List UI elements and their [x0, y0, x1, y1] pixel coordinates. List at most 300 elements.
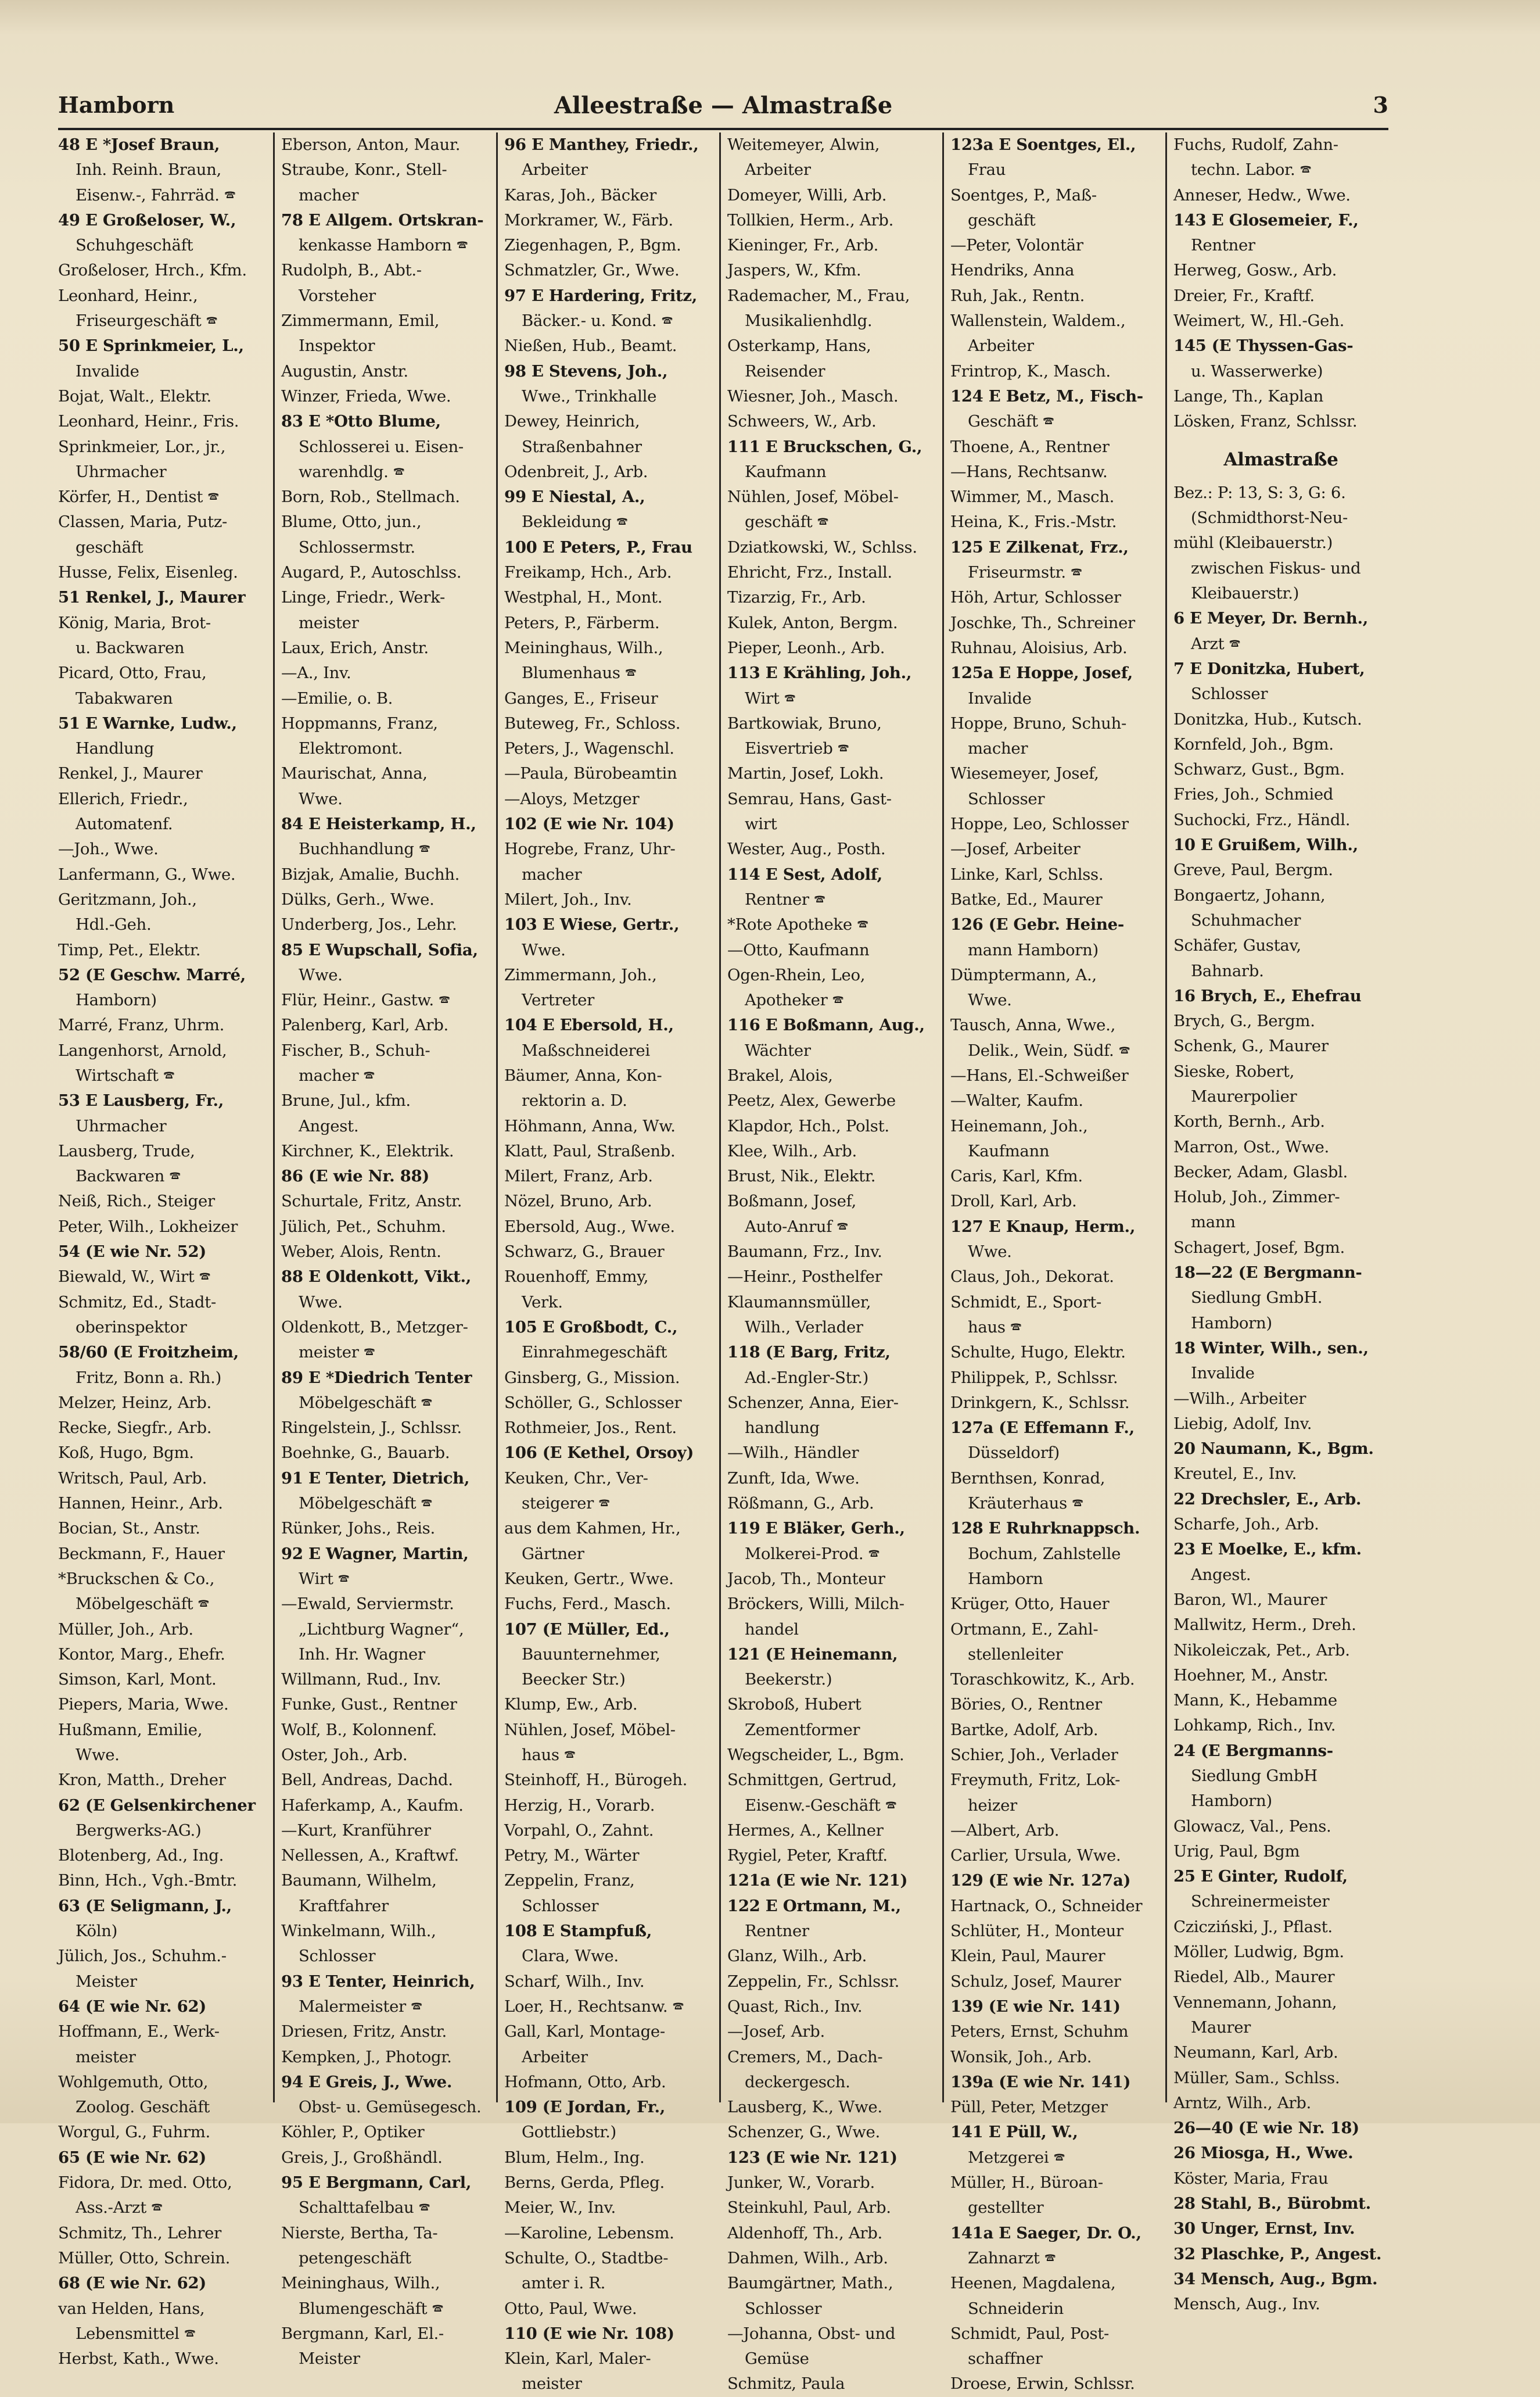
entry-continuation: mann Hamborn)	[968, 940, 1099, 959]
entry-line: Rothmeier, Jos., Rent.	[504, 1418, 677, 1438]
entry-continuation: u. Backwaren	[76, 638, 185, 657]
entry-line: Quast, Rich., Inv.	[727, 1997, 863, 2016]
column-rule	[719, 132, 721, 2102]
entry-line: —Peter, Volontär	[950, 236, 1083, 255]
entry-line: Keuken, Gertr., Wwe.	[504, 1569, 674, 1588]
entry-line: —A., Inv.	[281, 664, 351, 683]
entry-line: Palenberg, Karl, Arb.	[281, 1016, 448, 1035]
entry-continuation: geschäft	[968, 210, 1036, 230]
entry-continuation: Bekleidung 🕿	[522, 513, 628, 532]
entry-line: —Albert, Arb.	[950, 1821, 1060, 1840]
entry-continuation: Wilh., Verlader	[745, 1317, 863, 1337]
entry-line: Arntz, Wilh., Arb.	[1173, 2093, 1311, 2112]
entry-continuation: Delik., Wein, Südf. 🕿	[968, 1041, 1130, 1060]
entry-continuation: Kleibauerstr.)	[1191, 584, 1300, 603]
entry-line: *Bruckschen & Co.,	[58, 1569, 215, 1588]
entry-continuation: Invalide	[1191, 1364, 1255, 1383]
entry-line: Kron, Matth., Dreher	[58, 1771, 226, 1790]
entry-line: Schenzer, G., Wwe.	[727, 2123, 880, 2142]
entry-line: Dahmen, Wilh., Arb.	[727, 2248, 888, 2267]
entry-line: Nözel, Bruno, Arb.	[504, 1192, 652, 1211]
entry-line: Langenhorst, Arnold,	[58, 1041, 227, 1060]
house-entry: 63 (E Seligmann, J.,	[58, 1896, 232, 1915]
house-entry: 25 E Ginter, Rudolf,	[1173, 1867, 1348, 1886]
entry-continuation: macher	[522, 865, 582, 884]
entry-continuation: Wwe.	[299, 789, 343, 808]
entry-line: Herzig, H., Vorarb.	[504, 1796, 655, 1815]
entry-continuation: Uhrmacher	[76, 1116, 167, 1135]
entry-line: Augard, P., Autoschlss.	[281, 563, 462, 582]
entry-line: Hußmann, Emilie,	[58, 1720, 203, 1739]
entry-line: Nierste, Bertha, Ta-	[281, 2223, 438, 2242]
entry-continuation: Zahnarzt 🕿	[968, 2248, 1056, 2267]
entry-line: Classen, Maria, Putz-	[58, 513, 228, 532]
entry-line: Klee, Wilh., Arb.	[727, 1141, 857, 1160]
entry-line: Berns, Gerda, Pfleg.	[504, 2173, 665, 2192]
entry-continuation: Musikalienhdlg.	[745, 311, 873, 331]
entry-line: Tizarzig, Fr., Arb.	[727, 588, 866, 607]
entry-line: Hoppmanns, Franz,	[281, 714, 438, 733]
entry-line: Schmidt, Paul, Post-	[950, 2324, 1110, 2343]
entry-line: Vorpahl, O., Zahnt.	[504, 1821, 654, 1840]
entry-continuation: Wwe.	[299, 1292, 343, 1312]
entry-line: Lausberg, Trude,	[58, 1141, 195, 1160]
house-entry: 127 E Knaup, Herm.,	[950, 1217, 1136, 1236]
entry-line: Wester, Aug., Posth.	[727, 840, 886, 859]
page-header	[58, 87, 1388, 130]
entry-line: Becker, Adam, Glasbl.	[1173, 1162, 1348, 1181]
house-entry: 34 Mensch, Aug., Bgm.	[1173, 2269, 1378, 2288]
entry-line: Greis, J., Großhändl.	[281, 2148, 443, 2167]
entry-line: Oster, Joh., Arb.	[281, 1746, 408, 1764]
entry-line: Fidora, Dr. med. Otto,	[58, 2173, 232, 2192]
entry-line: Driesen, Fritz, Anstr.	[281, 2022, 447, 2041]
entry-continuation: Automatenf.	[76, 815, 173, 834]
house-entry: 116 E Boßmann, Aug.,	[727, 1016, 925, 1035]
entry-line: Haferkamp, A., Kaufm.	[281, 1796, 464, 1815]
entry-line: Riedel, Alb., Maurer	[1173, 1968, 1335, 1987]
entry-line: Peetz, Alex, Gewerbe	[727, 1091, 896, 1110]
house-entry: 84 E Heisterkamp, H.,	[281, 815, 476, 834]
entry-line: —Aloys, Metzger	[504, 789, 640, 808]
house-entry: 141 E Püll, W.,	[950, 2123, 1078, 2142]
entry-line: Urig, Paul, Bgm	[1173, 1841, 1300, 1861]
entry-line: Mann, K., Hebamme	[1173, 1691, 1337, 1710]
entry-line: Schlüter, H., Monteur	[950, 1922, 1123, 1941]
entry-continuation: Invalide	[968, 689, 1032, 708]
entry-continuation: Zementformer	[745, 1720, 860, 1739]
house-entry: 126 (E Gebr. Heine-	[950, 915, 1124, 934]
entry-line: Kieninger, Fr., Arb.	[727, 236, 879, 255]
entry-continuation: Eisvertrieb 🕿	[745, 739, 849, 758]
entry-line: Jacob, Th., Monteur	[727, 1569, 885, 1588]
entry-line: Müller, Sam., Schlss.	[1173, 2068, 1340, 2087]
entry-continuation: Bahnarb.	[1191, 961, 1264, 980]
entry-line: Weimert, W., Hl.-Geh.	[1173, 311, 1345, 331]
house-entry: 6 E Meyer, Dr. Bernh.,	[1173, 609, 1369, 628]
entry-continuation: Metzgerei 🕿	[968, 2148, 1065, 2167]
entry-line: Steinhoff, H., Bürogeh.	[504, 1771, 688, 1790]
column-3	[504, 132, 711, 2394]
entry-line: Ruhnau, Aloisius, Arb.	[950, 638, 1128, 657]
entry-line: Ziegenhagen, P., Bgm.	[504, 236, 681, 255]
entry-continuation: Wirtschaft 🕿	[76, 1066, 175, 1085]
entry-continuation: meister 🕿	[299, 1343, 375, 1362]
entry-line: Kreutel, E., Inv.	[1173, 1464, 1297, 1484]
house-entry: 103 E Wiese, Gertr.,	[504, 915, 680, 934]
entry-continuation: Hamborn)	[1191, 1792, 1272, 1811]
entry-line: Oldenkott, B., Metzger-	[281, 1317, 468, 1337]
entry-line: Hartnack, O., Schneider	[950, 1896, 1143, 1915]
entry-continuation: Arbeiter	[522, 2047, 588, 2066]
entry-continuation: Bäcker.- u. Kond. 🕿	[522, 311, 673, 331]
entry-line: Caris, Karl, Kfm.	[950, 1167, 1083, 1186]
entry-line: Schulte, O., Stadtbe-	[504, 2248, 669, 2267]
entry-line: Wallenstein, Waldem.,	[950, 311, 1126, 331]
entry-line: Wiesner, Joh., Masch.	[727, 386, 899, 406]
house-entry: 124 E Betz, M., Fisch-	[950, 386, 1143, 406]
house-entry: 94 E Greis, J., Wwe.	[281, 2072, 453, 2091]
entry-line: Bizjak, Amalie, Buchh.	[281, 865, 460, 884]
entry-line: Binn, Hch., Vgh.-Bmtr.	[58, 1871, 238, 1890]
entry-line: Hoppe, Leo, Schlosser	[950, 815, 1129, 834]
entry-line: Herweg, Gosw., Arb.	[1173, 261, 1337, 280]
entry-line: Fischer, B., Schuh-	[281, 1041, 430, 1060]
entry-continuation: Inh. Hr. Wagner	[299, 1644, 425, 1664]
entry-line: —Otto, Kaufmann	[727, 940, 870, 959]
entry-line: Cremers, M., Dach-	[727, 2047, 883, 2066]
entry-continuation: Wwe.	[76, 1746, 120, 1764]
house-entry: 121a (E wie Nr. 121)	[727, 1871, 908, 1890]
entry-continuation: Lebensmittel 🕿	[76, 2324, 196, 2343]
entry-continuation: Gärtner	[522, 1544, 584, 1563]
entry-line: Holub, Joh., Zimmer-	[1173, 1188, 1340, 1207]
entry-continuation: Einrahmegeschäft	[522, 1343, 667, 1362]
entry-continuation: gestellter	[968, 2198, 1044, 2217]
header-district: Hamborn	[58, 92, 175, 118]
entry-continuation: Hdl.-Geh.	[76, 915, 152, 934]
entry-continuation: u. Wasserwerke)	[1191, 361, 1323, 381]
entry-line: Rudolph, B., Abt.-	[281, 261, 422, 280]
entry-line: Zunft, Ida, Wwe.	[727, 1468, 860, 1488]
entry-line: Husse, Felix, Eisenleg.	[58, 563, 238, 582]
entry-continuation: steigerer 🕿	[522, 1494, 610, 1513]
entry-continuation: Vertreter	[522, 991, 594, 1010]
entry-line: Schier, Joh., Verlader	[950, 1746, 1118, 1764]
entry-continuation: Eisenw.-Geschäft 🕿	[745, 1796, 897, 1815]
entry-line: Soentges, P., Maß-	[950, 185, 1097, 205]
house-entry: 86 (E wie Nr. 88)	[281, 1167, 430, 1186]
house-entry: 141a E Saeger, Dr. O.,	[950, 2223, 1141, 2242]
entry-line: Schenzer, Anna, Eier-	[727, 1393, 899, 1412]
entry-line: Writsch, Paul, Arb.	[58, 1468, 207, 1488]
house-entry: 18 Winter, Wilh., sen.,	[1173, 1338, 1369, 1357]
entry-continuation: Bochum, Zahlstelle	[968, 1544, 1121, 1563]
entry-continuation: meister	[76, 2047, 136, 2066]
entry-line: Gall, Karl, Montage-	[504, 2022, 665, 2041]
entry-continuation: Uhrmacher	[76, 462, 167, 481]
entry-line: Underberg, Jos., Lehr.	[281, 915, 457, 934]
house-entry: 93 E Tenter, Heinrich,	[281, 1972, 475, 1991]
entry-line: Milert, Joh., Inv.	[504, 890, 632, 909]
entry-line: Funke, Gust., Rentner	[281, 1695, 457, 1714]
house-entry: 92 E Wagner, Martin,	[281, 1544, 469, 1563]
entry-line: Leonhard, Heinr., Fris.	[58, 412, 239, 431]
entry-line: Ringelstein, J., Schlssr.	[281, 1418, 462, 1438]
entry-continuation: Arbeiter	[522, 160, 588, 180]
entry-line: Meininghaus, Wilh.,	[281, 2274, 440, 2293]
column-1	[58, 132, 265, 2369]
entry-line: Rouenhoff, Emmy,	[504, 1267, 649, 1287]
entry-line: Peters, Ernst, Schuhm	[950, 2022, 1129, 2041]
entry-line: Claus, Joh., Dekorat.	[950, 1267, 1114, 1287]
house-entry: 118 (E Barg, Fritz,	[727, 1343, 891, 1362]
entry-continuation: Clara, Wwe.	[522, 1947, 619, 1966]
house-entry: 104 E Ebersold, H.,	[504, 1016, 674, 1035]
entry-continuation: meister	[522, 2374, 582, 2394]
entry-line: Geritzmann, Joh.,	[58, 890, 197, 909]
column-rule	[942, 132, 944, 2102]
entry-line: Tollkien, Herm., Arb.	[727, 210, 894, 230]
house-entry: 49 E Großeloser, W.,	[58, 210, 236, 230]
entry-line: Born, Rob., Stellmach.	[281, 488, 460, 507]
house-entry: 125a E Hoppe, Josef,	[950, 664, 1133, 683]
entry-line: Junker, W., Vorarb.	[727, 2173, 875, 2192]
entry-line: Odenbreit, J., Arb.	[504, 462, 648, 481]
house-entry: 89 E *Diedrich Tenter	[281, 1368, 472, 1387]
entry-line: Heinemann, Joh.,	[950, 1116, 1088, 1135]
entry-continuation: Möbelgeschäft 🕿	[299, 1393, 433, 1412]
entry-continuation: Elektromont.	[299, 739, 403, 758]
entry-continuation: Blumenhaus 🕿	[522, 664, 637, 683]
entry-line: Schäfer, Gustav,	[1173, 936, 1301, 955]
entry-continuation: Schlosser	[299, 1947, 376, 1966]
entry-line: Domeyer, Willi, Arb.	[727, 185, 887, 205]
entry-line: Buteweg, Fr., Schloss.	[504, 714, 681, 733]
entry-continuation: Bergwerks-AG.)	[76, 1821, 202, 1840]
entry-continuation: Schalttafelbau 🕿	[299, 2198, 430, 2217]
entry-line: Piepers, Maria, Wwe.	[58, 1695, 229, 1714]
entry-continuation: Kräuterhaus 🕿	[968, 1494, 1083, 1513]
entry-line: Baron, Wl., Maurer	[1173, 1590, 1327, 1609]
entry-line: —Joh., Wwe.	[58, 840, 159, 859]
entry-line: Schurtale, Fritz, Anstr.	[281, 1192, 462, 1211]
entry-line: Kempken, J., Photogr.	[281, 2047, 452, 2066]
entry-line: Schmidt, E., Sport-	[950, 1292, 1102, 1312]
entry-continuation: Schlosserei u. Eisen-	[299, 437, 464, 456]
entry-line: Höh, Artur, Schlosser	[950, 588, 1121, 607]
entry-line: Weitemeyer, Alwin,	[727, 135, 880, 154]
entry-line: Bojat, Walt., Elektr.	[58, 386, 211, 406]
entry-line: van Helden, Hans,	[58, 2299, 205, 2318]
column-4	[727, 132, 934, 2394]
entry-line: Kirchner, K., Elektrik.	[281, 1141, 454, 1160]
column-2	[281, 132, 488, 2369]
entry-line: Vennemann, Johann,	[1173, 1993, 1337, 2012]
entry-continuation: deckergesch.	[745, 2072, 850, 2091]
entry-continuation: Arbeiter	[968, 336, 1034, 356]
entry-line: Joschke, Th., Schreiner	[950, 613, 1135, 632]
entry-line: Wegscheider, L., Bgm.	[727, 1746, 904, 1764]
entry-continuation: (Schmidthorst-Neu-	[1191, 508, 1348, 528]
house-entry: 114 E Sest, Adolf,	[727, 865, 882, 884]
entry-line: *Rote Apotheke 🕿	[727, 915, 868, 934]
entry-continuation: Verk.	[522, 1292, 563, 1312]
entry-line: Schwarz, Gust., Bgm.	[1173, 760, 1345, 779]
entry-line: Melzer, Heinz, Arb.	[58, 1393, 211, 1412]
entry-line: Ruh, Jak., Rentn.	[950, 286, 1085, 305]
house-entry: 128 E Ruhrknappsch.	[950, 1519, 1140, 1538]
entry-line: Marron, Ost., Wwe.	[1173, 1137, 1329, 1156]
house-entry: 98 E Stevens, Joh.,	[504, 361, 668, 381]
house-entry: 78 E Allgem. Ortskran-	[281, 210, 484, 230]
entry-continuation: Meister	[76, 1972, 137, 1991]
entry-line: —Emilie, o. B.	[281, 689, 393, 708]
entry-line: Worgul, G., Fuhrm.	[58, 2123, 210, 2142]
entry-continuation: Maßschneiderei	[522, 1041, 650, 1060]
entry-continuation: Geschäft 🕿	[968, 412, 1054, 431]
entry-continuation: Angest.	[1191, 1565, 1251, 1584]
entry-line: Loer, H., Rechtsanw. 🕿	[504, 1997, 684, 2016]
house-entry: 108 E Stampfuß,	[504, 1922, 652, 1941]
entry-continuation: Auto-Anruf 🕿	[745, 1217, 848, 1236]
entry-line: Bongaertz, Johann,	[1173, 886, 1326, 905]
entry-line: Klatt, Paul, Straßenb.	[504, 1141, 676, 1160]
entry-line: Meier, W., Inv.	[504, 2198, 616, 2217]
entry-line: Eberson, Anton, Maur.	[281, 135, 461, 154]
entry-continuation: Hamborn	[968, 1569, 1043, 1588]
entry-continuation: meister	[299, 613, 359, 632]
entry-line: Peter, Wilh., Lokheizer	[58, 1217, 238, 1236]
house-entry: 102 (E wie Nr. 104)	[504, 815, 674, 834]
house-entry: 30 Unger, Ernst, Inv.	[1173, 2219, 1355, 2238]
entry-line: Winzer, Frieda, Wwe.	[281, 386, 451, 406]
house-entry: 113 E Krähling, Joh.,	[727, 664, 912, 683]
entry-line: Augustin, Anstr.	[281, 361, 408, 381]
house-entry: 99 E Niestal, A.,	[504, 488, 645, 507]
entry-line: Peters, P., Färberm.	[504, 613, 660, 632]
entry-line: Nießen, Hub., Beamt.	[504, 336, 677, 356]
entry-line: Blotenberg, Ad., Ing.	[58, 1846, 224, 1865]
entry-continuation: warenhdlg. 🕿	[299, 462, 405, 481]
entry-continuation: macher	[299, 185, 359, 205]
entry-line: Meininghaus, Wilh.,	[504, 638, 663, 657]
entry-continuation: Invalide	[76, 361, 139, 381]
entry-line: Dziatkowski, W., Schlss.	[727, 538, 917, 557]
entry-line: Zeppelin, Franz,	[504, 1871, 635, 1890]
entry-continuation: Arbeiter	[745, 160, 811, 180]
column-5	[950, 132, 1157, 2394]
entry-line: Glanz, Wilh., Arb.	[727, 1947, 867, 1966]
entry-line: Sieske, Robert,	[1173, 1062, 1295, 1081]
entry-line: Lanfermann, G., Wwe.	[58, 865, 236, 884]
entry-continuation: stellenleiter	[968, 1644, 1063, 1664]
entry-continuation: Inspektor	[299, 336, 375, 356]
entry-line: —Hans, El.-Schweißer	[950, 1066, 1129, 1085]
entry-continuation: Friseurmstr. 🕿	[968, 563, 1082, 582]
entry-line: Neumann, Karl, Arb.	[1173, 2043, 1338, 2062]
house-entry: 105 E Großbodt, C.,	[504, 1317, 678, 1337]
entry-continuation: Eisenw.-, Fahrräd. 🕿	[76, 185, 236, 205]
entry-line: Hannen, Heinr., Arb.	[58, 1494, 223, 1513]
entry-line: Mensch, Aug., Inv.	[1173, 2295, 1320, 2314]
entry-line: Blume, Otto, jun.,	[281, 513, 422, 532]
entry-line: Jülich, Jos., Schuhm.-	[58, 1947, 227, 1966]
house-entry: 48 E *Josef Braun,	[58, 135, 220, 154]
house-entry: 54 (E wie Nr. 52)	[58, 1242, 207, 1262]
entry-line: Renkel, J., Maurer	[58, 764, 203, 783]
entry-continuation: Apotheker 🕿	[745, 991, 844, 1010]
entry-line: Ginsberg, G., Mission.	[504, 1368, 680, 1387]
entry-line: Schagert, Josef, Bgm.	[1173, 1238, 1345, 1257]
entry-line: Köster, Maria, Frau	[1173, 2169, 1329, 2188]
entry-line: Kulek, Anton, Bergm.	[727, 613, 898, 632]
entry-line: Semrau, Hans, Gast-	[727, 789, 892, 808]
house-entry: 97 E Hardering, Fritz,	[504, 286, 697, 305]
entry-continuation: Blumengeschäft 🕿	[299, 2299, 444, 2318]
column-6	[1173, 132, 1388, 2314]
entry-line: Laux, Erich, Anstr.	[281, 638, 429, 657]
entry-continuation: Schneiderin	[968, 2299, 1064, 2318]
entry-line: Greve, Paul, Bergm.	[1173, 861, 1333, 880]
entry-continuation: Hamborn)	[76, 991, 157, 1010]
entry-continuation: Schlosser	[745, 2299, 822, 2318]
entry-line: Heina, K., Fris.-Mstr.	[950, 513, 1117, 532]
entry-line: Blum, Helm., Ing.	[504, 2148, 645, 2167]
entry-line: Neiß, Rich., Steiger	[58, 1192, 215, 1211]
entry-continuation: Wächter	[745, 1041, 811, 1060]
house-entry: 95 E Bergmann, Carl,	[281, 2173, 472, 2192]
entry-continuation: Meister	[299, 2349, 360, 2369]
house-entry: 111 E Bruckschen, G.,	[727, 437, 922, 456]
entry-line: Rößmann, G., Arb.	[727, 1494, 874, 1513]
entry-continuation: Obst- u. Gemüsegesch.	[299, 2098, 482, 2117]
house-entry: 122 E Ortmann, M.,	[727, 1896, 901, 1915]
entry-continuation: petengeschäft	[299, 2248, 411, 2267]
entry-line: Nikoleiczak, Pet., Arb.	[1173, 1640, 1350, 1660]
entry-line: Kontor, Marg., Ehefr.	[58, 1644, 225, 1664]
entry-continuation: Ass.-Arzt 🕿	[76, 2198, 163, 2217]
entry-continuation: Schreinermeister	[1191, 1892, 1330, 1911]
entry-continuation: Wwe.	[968, 1242, 1012, 1262]
house-entry: 85 E Wupschall, Sofia,	[281, 940, 478, 959]
entry-line: Mallwitz, Herm., Dreh.	[1173, 1615, 1356, 1635]
entry-continuation: Schlosser	[522, 1896, 599, 1915]
entry-line: aus dem Kahmen, Hr.,	[504, 1519, 681, 1538]
entry-continuation: Vorsteher	[299, 286, 376, 305]
entry-line: Kornfeld, Joh., Bgm.	[1173, 734, 1334, 754]
entry-line: Recke, Siegfr., Arb.	[58, 1418, 212, 1438]
entry-line: Boßmann, Josef,	[727, 1192, 856, 1211]
entry-continuation: Fritz, Bonn a. Rh.)	[76, 1368, 222, 1387]
entry-continuation: Düsseldorf)	[968, 1443, 1060, 1463]
entry-line: Hermes, A., Kellner	[727, 1821, 884, 1840]
entry-line: —Kurt, Kranführer	[281, 1821, 431, 1840]
house-entry: 10 E Gruißem, Wilh.,	[1173, 836, 1358, 855]
entry-continuation: mann	[1191, 1213, 1236, 1232]
entry-continuation: geschäft	[76, 538, 143, 557]
entry-line: Zeppelin, Fr., Schlssr.	[727, 1972, 900, 1991]
entry-line: Dewey, Heinrich,	[504, 412, 640, 431]
entry-continuation: handlung	[745, 1418, 820, 1438]
entry-continuation: „Lichtburg Wagner“,	[299, 1620, 464, 1639]
entry-line: Maurischat, Anna,	[281, 764, 428, 783]
entry-line: Leonhard, Heinr.,	[58, 286, 198, 305]
entry-continuation: Arzt 🕿	[1191, 634, 1241, 653]
entry-continuation: Gemüse	[745, 2349, 809, 2369]
entry-line: Brych, G., Bergm.	[1173, 1012, 1315, 1031]
entry-continuation: Straßenbahner	[522, 437, 642, 456]
